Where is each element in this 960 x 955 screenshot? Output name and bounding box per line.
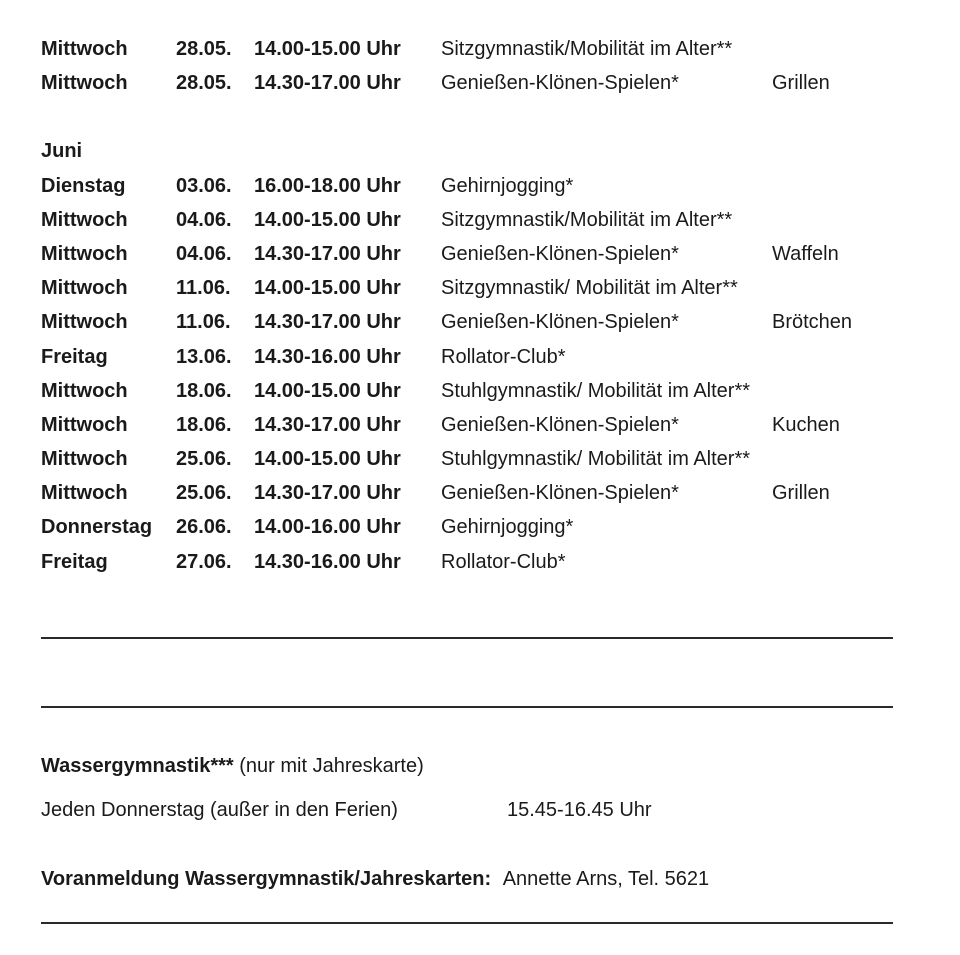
- row-activity: Stuhlgymnastik/ Mobilität im Alter**: [441, 448, 751, 471]
- row-date: 18.06.: [176, 379, 232, 402]
- row-activity: Sitzgymnastik/Mobilität im Alter**: [441, 38, 733, 60]
- schedule-row: [41, 271, 921, 305]
- row-extra: Kuchen: [772, 413, 840, 436]
- row-day: Freitag: [41, 345, 108, 368]
- row-date: 04.06.: [176, 242, 232, 265]
- row-date: 28.05.: [176, 72, 232, 95]
- row-activity: Genießen-Klönen-Spielen*: [441, 413, 679, 436]
- divider-line: [41, 637, 893, 639]
- june-schedule-list: [41, 169, 921, 579]
- row-time: 14.30-16.00 Uhr: [254, 550, 401, 573]
- schedule-row: [41, 408, 921, 442]
- row-activity: Stuhlgymnastik/ Mobilität im Alter**: [441, 379, 751, 402]
- row-time: 14.30-17.00 Uhr: [254, 311, 401, 334]
- schedule-row: [41, 305, 921, 339]
- row-date: 25.06.: [176, 448, 232, 471]
- row-day: Mittwoch: [41, 413, 128, 436]
- water-gym-note: (nur mit Jahreskarte): [239, 755, 424, 777]
- row-day: Dienstag: [41, 174, 126, 197]
- row-day: Mittwoch: [41, 482, 128, 505]
- month-spacer: [41, 100, 921, 134]
- row-time: 14.30-17.00 Uhr: [254, 413, 401, 436]
- water-gym-header: [41, 753, 424, 779]
- schedule-row: [41, 442, 921, 476]
- june-heading: Juni: [41, 140, 83, 163]
- row-day: Mittwoch: [41, 448, 128, 471]
- schedule: [41, 32, 921, 579]
- row-day: Mittwoch: [41, 72, 128, 95]
- schedule-row: [41, 203, 921, 237]
- schedule-row: [41, 66, 921, 100]
- row-activity: Genießen-Klönen-Spielen*: [441, 242, 679, 265]
- row-activity: Genießen-Klönen-Spielen*: [441, 482, 679, 505]
- water-gym-time: 15.45-16.45 Uhr: [507, 799, 652, 821]
- row-date: 18.06.: [176, 413, 232, 436]
- row-activity: Genießen-Klönen-Spielen*: [441, 311, 679, 334]
- schedule-row: [41, 545, 921, 579]
- schedule-row: [41, 374, 921, 408]
- row-date: 26.06.: [176, 516, 232, 539]
- row-activity: Gehirnjogging*: [441, 174, 574, 197]
- row-extra: Grillen: [772, 72, 830, 95]
- row-time: 14.00-15.00 Uhr: [254, 208, 401, 231]
- row-time: 14.00-15.00 Uhr: [254, 38, 401, 60]
- row-extra: Brötchen: [772, 311, 853, 334]
- schedule-row: [41, 476, 921, 510]
- row-day: Mittwoch: [41, 208, 128, 231]
- row-time: 14.30-17.00 Uhr: [254, 482, 401, 505]
- row-time: 14.00-15.00 Uhr: [254, 277, 401, 300]
- row-day: Mittwoch: [41, 38, 128, 60]
- month-heading: [41, 134, 921, 168]
- row-activity: Gehirnjogging*: [441, 516, 574, 539]
- row-date: 04.06.: [176, 208, 232, 231]
- row-date: 11.06.: [176, 277, 231, 300]
- row-activity: Rollator-Club*: [441, 550, 566, 573]
- schedule-row: [41, 237, 921, 271]
- water-gym-schedule: Jeden Donnerstag (außer in den Ferien): [41, 799, 398, 821]
- row-date: 28.05.: [176, 38, 232, 60]
- registration-line: [41, 866, 709, 892]
- row-time: 16.00-18.00 Uhr: [254, 174, 401, 197]
- row-time: 14.00-15.00 Uhr: [254, 379, 401, 402]
- row-time: 14.30-17.00 Uhr: [254, 242, 401, 265]
- schedule-row: [41, 340, 921, 374]
- row-time: 14.30-17.00 Uhr: [254, 72, 401, 95]
- registration-label: Voranmeldung Wassergymnastik/Jahreskarten:: [41, 868, 492, 890]
- row-extra: Waffeln: [772, 242, 839, 265]
- divider-line: [41, 706, 893, 708]
- water-gym-title: Wassergymnastik***: [41, 755, 234, 777]
- row-activity: Genießen-Klönen-Spielen*: [441, 72, 679, 95]
- row-time: 14.30-16.00 Uhr: [254, 345, 401, 368]
- row-date: 11.06.: [176, 311, 231, 334]
- row-date: 03.06.: [176, 174, 232, 197]
- row-activity: Sitzgymnastik/ Mobilität im Alter**: [441, 277, 738, 300]
- row-activity: Rollator-Club*: [441, 345, 566, 368]
- row-day: Mittwoch: [41, 242, 128, 265]
- row-time: 14.00-16.00 Uhr: [254, 516, 401, 539]
- row-day: Mittwoch: [41, 311, 128, 334]
- schedule-row: [41, 510, 921, 544]
- row-extra: Grillen: [772, 482, 830, 505]
- row-date: 13.06.: [176, 345, 232, 368]
- row-activity: Sitzgymnastik/Mobilität im Alter**: [441, 208, 733, 231]
- row-day: Donnerstag: [41, 516, 153, 539]
- row-day: Mittwoch: [41, 379, 128, 402]
- divider-line: [41, 922, 893, 924]
- schedule-row: [41, 32, 921, 66]
- row-day: Mittwoch: [41, 277, 128, 300]
- row-time: 14.00-15.00 Uhr: [254, 448, 401, 471]
- row-date: 27.06.: [176, 550, 232, 573]
- may-schedule-list: [41, 32, 921, 100]
- row-day: Freitag: [41, 550, 108, 573]
- schedule-row: [41, 169, 921, 203]
- row-date: 25.06.: [176, 482, 232, 505]
- registration-contact: Annette Arns, Tel. 5621: [502, 868, 710, 890]
